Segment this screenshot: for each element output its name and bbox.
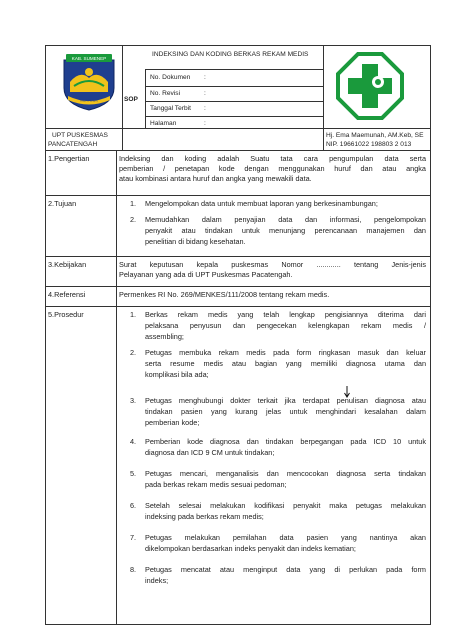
list-item xyxy=(145,215,426,247)
pengertian-text xyxy=(119,154,426,186)
text-line: Pelayanan yang ada di UPT Puskesmas Pacatengah. xyxy=(119,270,293,279)
divider xyxy=(145,69,146,128)
divider xyxy=(116,150,117,625)
section-label-tujuan: 2.Tujuan xyxy=(48,199,77,208)
field-label-tanggal-terbit: Tanggal Terbit xyxy=(150,105,191,112)
divider xyxy=(122,45,123,150)
text-line: pemberian / penetapan kode dengan menggunakan huruf dan atau angka xyxy=(119,164,426,173)
document-title: INDEKSING DAN KODING BERKAS REKAM MEDIS xyxy=(152,51,309,58)
text-line: Surat keputusan kepala puskesmas Nomor ............ tentang Jenis-jenis xyxy=(119,260,426,269)
divider xyxy=(45,306,431,307)
list-item xyxy=(145,565,426,587)
text-line: Petugas menghubungi dokter terkait jika terdapat penulisan diagnosa atau xyxy=(145,396,426,405)
list-item xyxy=(145,533,426,555)
text-line: Indeksing dan koding adalah Suatu tata cara pengumpulan data serta xyxy=(119,154,426,163)
text-line: indeksing pada berkas rekam medis; xyxy=(145,512,264,521)
list-number: 5. xyxy=(130,469,137,478)
text-line: Setelah selesai melakukan kodifikasi penyakit maka petugas melakukan xyxy=(145,501,426,510)
field-colon: : xyxy=(204,120,206,127)
text-line: penyakit atau tindakan untuk menunjang perencanaan manajemen dan xyxy=(145,226,426,235)
puskesmas-cross-logo-icon xyxy=(336,52,404,120)
list-item xyxy=(145,310,426,342)
divider xyxy=(45,150,431,151)
kabupaten-emblem-icon xyxy=(58,52,120,112)
section-label-kebijakan: 3.Kebijakan xyxy=(48,260,87,269)
list-item xyxy=(145,437,426,459)
section-label-prosedur: 5.Prosedur xyxy=(48,310,84,319)
text-line: Memudahkan dalam penyajian data dan informasi, pengelompokan xyxy=(145,215,426,224)
text-line: Petugas mencatat atau menginput data yang di perlukan pada form xyxy=(145,565,426,574)
list-item xyxy=(145,469,426,491)
sop-label: SOP xyxy=(124,96,138,103)
field-label-no-revisi: No. Revisi xyxy=(150,90,181,97)
text-line: tindakan pasien yang kurang jelas untuk menghindari kesalahan dalam xyxy=(145,407,426,416)
text-line: dikelompokan berdasarkan indeks penyakit dan indeks kematian; xyxy=(145,544,356,553)
divider xyxy=(45,128,431,129)
divider xyxy=(145,116,323,117)
svg-text:NGANJUK: NGANJUK xyxy=(79,98,99,103)
signatory-name: Hj. Ema Maemunah, AM.Keb, SE xyxy=(326,132,424,139)
divider xyxy=(145,69,323,70)
field-label-halaman: Halaman xyxy=(150,120,177,127)
text-line: atau kombinasi antara huruf dan angka yang mewakili data. xyxy=(119,174,312,183)
text-line: assembling; xyxy=(145,332,184,341)
svg-text:KAB. SUMENEP: KAB. SUMENEP xyxy=(71,56,107,61)
text-line: diagnosa dan ICD 9 CM untuk tindakan; xyxy=(145,448,275,457)
text-line: penelitian di bidang kesehatan. xyxy=(145,237,246,246)
text-line: Pemberian kode diagnosa dan tindakan berpegangan pada ICD 10 untuk xyxy=(145,437,426,446)
section-label-pengertian: 1.Pengertian xyxy=(48,154,90,163)
text-line: Berkas rekam medis yang telah lengkap pengisiannya diterima dari xyxy=(145,310,426,319)
field-colon: : xyxy=(204,105,206,112)
text-line: serta resume medis atau bagian yang memiliki diagnosa utama dan xyxy=(145,359,426,368)
text-line: komplikasi bila ada; xyxy=(145,370,209,379)
list-number: 7. xyxy=(130,533,137,542)
divider xyxy=(145,101,323,102)
divider xyxy=(145,86,323,87)
text-line: pelaksana penyusun dan pengecekan kelengkapan rekam medis / xyxy=(145,321,426,330)
text-line: indeks; xyxy=(145,576,169,585)
field-colon: : xyxy=(204,90,206,97)
list-number: 2. xyxy=(130,348,137,357)
signatory-nip: NIP. 19661022 198803 2 013 xyxy=(326,141,412,148)
text-line: Petugas mencari, menganalisis dan mencocokan diagnosa serta tindakan xyxy=(145,469,426,478)
divider xyxy=(45,286,431,287)
section-label-referensi: 4.Referensi xyxy=(48,290,86,299)
list-item xyxy=(145,396,426,428)
list-number: 4. xyxy=(130,437,137,446)
list-number: 2. xyxy=(130,215,137,224)
list-number: 6. xyxy=(130,501,137,510)
referensi-text: Permenkes RI No. 269/MENKES/111/2008 tentang rekam medis. xyxy=(119,290,330,299)
org-name-line1: UPT PUSKESMAS xyxy=(52,132,108,139)
list-number: 3. xyxy=(130,396,137,405)
field-label-no-dokumen: No. Dokumen xyxy=(150,74,191,81)
list-number: 8. xyxy=(130,565,137,574)
text-line: Petugas membuka rekam medis pada form ringkasan masuk dan keluar xyxy=(145,348,426,357)
text-line: pada berkas rekam medis sesuai pedoman; xyxy=(145,480,287,489)
divider xyxy=(45,256,431,257)
list-item xyxy=(145,348,426,380)
field-colon: : xyxy=(204,74,206,81)
list-number: 1. xyxy=(130,310,137,319)
divider xyxy=(45,195,431,196)
text-line: Mengelompokan data untuk membuat laporan yang berkesinambungan; xyxy=(145,199,378,208)
divider xyxy=(323,45,324,150)
kebijakan-text xyxy=(119,260,426,282)
text-line: Petugas melakukan pemilahan data pasien yang nantinya akan xyxy=(145,533,426,542)
list-number: 1. xyxy=(130,199,137,208)
text-line: pemberian kode; xyxy=(145,418,200,427)
list-item xyxy=(145,501,426,523)
org-name-line2: PANCATENGAH xyxy=(48,141,98,148)
